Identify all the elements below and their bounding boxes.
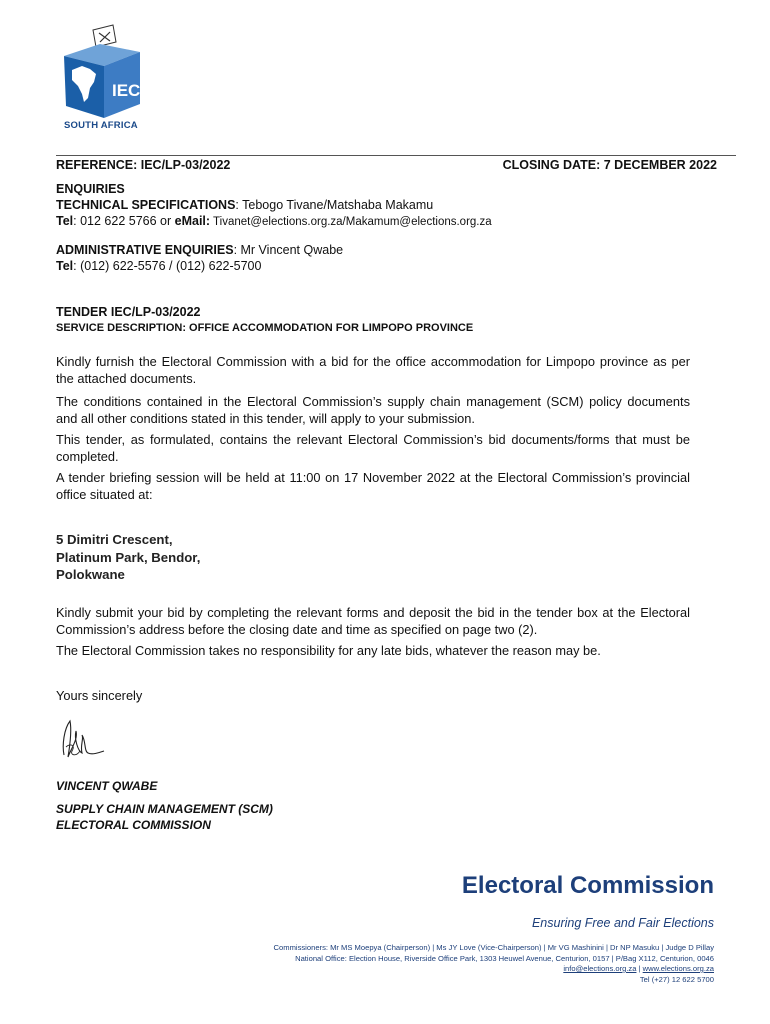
letterhead-footer: [274, 943, 714, 985]
reference-number: REFERENCE: IEC/LP-03/2022: [56, 158, 231, 172]
link-separator: |: [636, 964, 643, 973]
signer-title-line: ELECTORAL COMMISSION: [56, 818, 211, 832]
contact-links-line: [274, 964, 714, 975]
signature: [58, 717, 108, 763]
admin-enquiries-block: [56, 242, 343, 274]
technical-contact: [56, 197, 492, 213]
admin-tel-value: : (012) 622-5576 / (012) 622-5700: [73, 259, 262, 273]
website-link[interactable]: www.elections.org.za: [642, 964, 714, 973]
service-description: SERVICE DESCRIPTION: OFFICE ACCOMMODATION FOR LIMPOPO PROVINCE: [56, 322, 474, 334]
admin-contact: [56, 242, 343, 258]
address-line: Polokwane: [56, 567, 125, 582]
technical-contact-details: [56, 213, 492, 230]
paragraph-5: Kindly submit your bid by completing the relevant forms and deposit the bid in the tender box at the Electoral Commission’s address before the closing date and time as specified on page two (2).: [56, 605, 690, 637]
paragraph-2: The conditions contained in the Electoral Commission’s supply chain management (SCM) policy documents and all other conditions stated in this tender, will apply to your submission.: [56, 394, 690, 426]
header-divider: [56, 155, 736, 156]
paragraph-4: A tender briefing session will be held at 11:00 on 17 November 2022 at the Electoral Commission’s provincial office situated at:: [56, 470, 690, 502]
svg-text:IEC: IEC: [112, 81, 141, 100]
paragraph-3: This tender, as formulated, contains the relevant Electoral Commission’s bid documents/forms that must be completed.: [56, 432, 690, 464]
enquiries-block: [56, 181, 492, 230]
sign-off: Yours sincerely: [56, 688, 143, 703]
briefing-address: [56, 531, 200, 584]
footer-tel: Tel (+27) 12 622 5700: [639, 974, 714, 984]
technical-label: TECHNICAL SPECIFICATIONS: [56, 198, 236, 212]
iec-ballot-box-icon: [58, 22, 158, 134]
admin-tel-label: Tel: [56, 259, 74, 273]
admin-value: : Mr Vincent Qwabe: [233, 243, 344, 257]
org-name: Electoral Commission: [461, 872, 714, 899]
email-value: Tivanet@elections.org.za/Makamum@elections.org.za: [210, 216, 492, 228]
signer-title-line: SUPPLY CHAIN MANAGEMENT (SCM): [56, 802, 273, 816]
commissioners-line: Commissioners: Mr MS Moepya (Chairperson) | Ms JY Love (Vice-Chairperson) | Mr VG Mashinini | Dr NP Masuku | Judge D Pillay: [273, 943, 714, 952]
org-tagline: Ensuring Free and Fair Elections: [531, 916, 714, 930]
iec-logo: [58, 22, 158, 134]
tel-label: Tel: [56, 214, 74, 228]
email-label: eMail:: [174, 214, 211, 228]
technical-value: : Tebogo Tivane/Matshaba Makamu: [235, 198, 434, 212]
logo-caption: SOUTH AFRICA: [64, 120, 138, 131]
tel-value: : 012 622 5766 or: [73, 214, 175, 228]
paragraph-6: The Electoral Commission takes no responsibility for any late bids, whatever the reason may be.: [56, 643, 601, 658]
address-line: 5 Dimitri Crescent,: [56, 532, 173, 547]
signer-title: [56, 801, 273, 833]
admin-label: ADMINISTRATIVE ENQUIRIES: [56, 243, 234, 257]
signer-name: VINCENT QWABE: [56, 779, 158, 793]
office-address-line: National Office: Election House, Riverside Office Park, 1303 Heuwel Avenue, Centurion, 0157 | P/Bag X112, Centurion, 0046: [295, 953, 714, 963]
address-line: Platinum Park, Bendor,: [56, 549, 201, 565]
admin-tel: [56, 258, 343, 274]
tender-title: TENDER IEC/LP-03/2022: [56, 305, 201, 319]
enquiries-heading: ENQUIRIES: [56, 182, 125, 196]
closing-date: CLOSING DATE: 7 DECEMBER 2022: [502, 158, 717, 172]
email-link[interactable]: info@elections.org.za: [563, 964, 637, 973]
paragraph-1: Kindly furnish the Electoral Commission with a bid for the office accommodation for Limpopo province as per the attached documents.: [56, 354, 690, 386]
tender-block: [56, 304, 473, 336]
